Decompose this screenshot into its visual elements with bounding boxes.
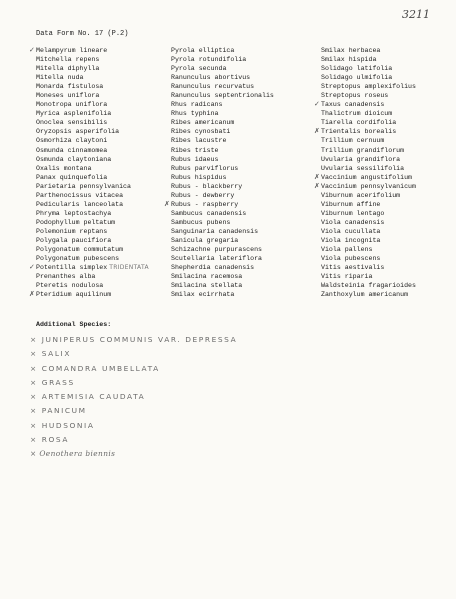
species-name: Osmunda cinnamomea xyxy=(36,146,108,154)
species-name: Podophyllum peltatum xyxy=(36,218,116,226)
species-name: Pyrola elliptica xyxy=(171,47,235,54)
species-name: Rubus idaeus xyxy=(171,155,219,163)
species-item xyxy=(171,191,319,200)
species-item xyxy=(171,136,319,145)
species-item xyxy=(171,281,319,290)
species-column-1 xyxy=(29,46,171,299)
species-name: Rubus - blackberry xyxy=(171,182,243,190)
species-name: Viburnum affine xyxy=(321,200,381,208)
species-item xyxy=(321,263,453,272)
species-item xyxy=(29,290,171,299)
check-mark-icon: ✓ xyxy=(29,46,35,54)
species-name: Solidago ulmifolia xyxy=(321,74,393,82)
species-item xyxy=(171,82,319,91)
species-name: Schizachne purpurascens xyxy=(171,246,263,254)
species-name: Ranunculus septentrionalis xyxy=(171,92,274,100)
species-name: Panax quinquefolia xyxy=(36,173,108,181)
species-item xyxy=(171,155,319,164)
species-name: Parthenocissus vitacea xyxy=(36,191,124,199)
species-item xyxy=(36,227,171,236)
x-mark-icon: ✗ xyxy=(314,172,320,181)
species-item xyxy=(36,209,171,218)
species-column-2 xyxy=(164,46,319,299)
species-item xyxy=(321,109,453,118)
species-item xyxy=(36,109,171,118)
species-name: Smilax hispida xyxy=(321,56,377,64)
species-name: Streptopus roseus xyxy=(321,92,389,100)
species-name: Pteretis nodulosa xyxy=(36,282,104,290)
species-item xyxy=(321,73,453,82)
species-name: Taxus canadensis xyxy=(321,101,385,109)
species-name: Streptopus amplexifolius xyxy=(321,83,416,91)
species-item xyxy=(36,191,171,200)
species-item xyxy=(314,127,453,136)
species-name: Ranunculus recurvatus xyxy=(171,83,255,91)
species-name: Oxalis montana xyxy=(36,164,92,172)
additional-species-item: × Oenothera biennis xyxy=(30,449,116,459)
species-item xyxy=(36,82,171,91)
species-name: Trillium cernuum xyxy=(321,137,385,145)
species-item xyxy=(171,182,319,191)
species-item xyxy=(36,182,171,191)
species-name: Vaccinium pennsylvanicum xyxy=(321,182,416,190)
species-item xyxy=(36,281,171,290)
species-item xyxy=(171,272,319,281)
species-item xyxy=(36,155,171,164)
species-name: Vitis aestivalis xyxy=(321,264,385,272)
species-name: Onoclea sensibilis xyxy=(36,119,108,127)
species-name: Viola incognita xyxy=(321,236,381,244)
species-name: Trientalis borealis xyxy=(321,128,397,136)
species-name: Solidago latifolia xyxy=(321,65,393,73)
species-item xyxy=(321,146,453,155)
species-item xyxy=(171,127,319,136)
species-item xyxy=(171,164,319,173)
species-item xyxy=(321,64,453,73)
species-item xyxy=(36,218,171,227)
species-name: Smilax ecirrhata xyxy=(171,291,235,299)
species-name: Oryzopsis asperifolia xyxy=(36,128,120,136)
additional-species-item: × HUDSONIA xyxy=(30,420,95,430)
species-item xyxy=(36,164,171,173)
species-item xyxy=(171,236,319,245)
species-item xyxy=(171,118,319,127)
additional-species-item: × GRASS xyxy=(30,377,75,387)
species-name: Smilacina stellata xyxy=(171,282,243,290)
species-item xyxy=(321,290,453,299)
species-name: Viola pallens xyxy=(321,246,373,254)
species-name: Smilax herbacea xyxy=(321,47,381,54)
species-item xyxy=(171,146,319,155)
species-name: Parietaria pennsylvanica xyxy=(36,182,131,190)
species-item xyxy=(36,254,171,263)
species-name: Viola canadensis xyxy=(321,218,385,226)
species-item xyxy=(171,46,319,55)
form-title: Data Form No. 17 (P.2) xyxy=(36,30,129,38)
species-item xyxy=(321,191,453,200)
species-name: Polemonium reptans xyxy=(36,227,108,235)
species-name: Osmunda claytoniana xyxy=(36,155,112,163)
species-item xyxy=(171,209,319,218)
species-item xyxy=(171,254,319,263)
species-name: Mitella diphylla xyxy=(36,65,100,73)
species-item xyxy=(321,227,453,236)
species-item xyxy=(164,199,319,209)
species-name: Sambucus canadensis xyxy=(171,209,247,217)
species-item xyxy=(171,109,319,118)
species-name: Rhus typhina xyxy=(171,110,219,118)
species-item xyxy=(36,173,171,182)
additional-species-item: × SALIX xyxy=(30,349,71,359)
species-item xyxy=(314,172,453,182)
species-name: Mitchella repens xyxy=(36,56,100,64)
species-name: Pteridium aquilinum xyxy=(36,291,112,299)
species-item xyxy=(321,91,453,100)
species-name: Ribes triste xyxy=(171,146,219,154)
species-name: Melampyrum lineare xyxy=(36,47,108,54)
species-item xyxy=(171,55,319,64)
species-item xyxy=(36,118,171,127)
species-name: Rubus - raspberry xyxy=(171,200,239,208)
species-item xyxy=(321,218,453,227)
additional-species-item: × PANICUM xyxy=(30,406,87,416)
species-item xyxy=(36,91,171,100)
species-item xyxy=(171,64,319,73)
species-name: Phryma leptostachya xyxy=(36,209,112,217)
additional-species-list xyxy=(30,333,237,462)
additional-species-item: × ARTEMISIA CAUDATA xyxy=(30,392,146,402)
species-item xyxy=(29,46,171,55)
species-name: Viola cucullata xyxy=(321,227,381,235)
species-item xyxy=(36,272,171,281)
species-name: Rubus parviflorus xyxy=(171,164,239,172)
species-name: Osmorhiza claytoni xyxy=(36,137,108,145)
species-name: Thalictrum dioicum xyxy=(321,110,393,118)
species-item xyxy=(171,100,319,109)
species-item xyxy=(321,245,453,254)
species-name: Pyrola rotundifolia xyxy=(171,56,247,64)
species-name: Viburnum lentago xyxy=(321,209,385,217)
species-item xyxy=(321,209,453,218)
species-name: Waldsteinia fragarioides xyxy=(321,282,416,290)
species-item xyxy=(321,46,453,55)
species-name: Ribes americanum xyxy=(171,119,235,127)
species-item xyxy=(321,164,453,173)
species-name: Polygonatum commutatum xyxy=(36,246,124,254)
page-number: 3211 xyxy=(402,8,430,21)
species-name: Vaccinium angustifolium xyxy=(321,173,413,181)
species-item xyxy=(171,245,319,254)
species-item xyxy=(321,82,453,91)
additional-species-title: Additional Species: xyxy=(36,321,112,328)
species-name: Uvularia grandiflora xyxy=(321,155,401,163)
species-name: Rubus hispidus xyxy=(171,173,227,181)
species-item xyxy=(321,254,453,263)
species-name: Tiarella cordifolia xyxy=(321,119,397,127)
x-mark-icon: ✗ xyxy=(314,127,320,136)
species-item xyxy=(171,91,319,100)
species-item xyxy=(171,263,319,272)
species-item xyxy=(171,73,319,82)
species-name: Viola pubescens xyxy=(321,255,381,263)
species-item xyxy=(171,173,319,182)
species-name: Trillium grandiflorum xyxy=(321,146,405,154)
species-name: Polygonatum pubescens xyxy=(36,255,120,263)
species-name: Shepherdia canadensis xyxy=(171,264,255,272)
species-name: Rubus - dewberry xyxy=(171,191,235,199)
species-item xyxy=(321,136,453,145)
species-item xyxy=(36,245,171,254)
species-name: Myrica asplenifolia xyxy=(36,110,112,118)
species-item xyxy=(321,55,453,64)
species-name: Ribes lacustre xyxy=(171,137,227,145)
species-name: Scutellaria lateriflora xyxy=(171,255,263,263)
species-name: Ranunculus abortivus xyxy=(171,74,251,82)
species-item xyxy=(36,146,171,155)
species-name: Zanthoxylum americanum xyxy=(321,291,409,299)
species-item xyxy=(321,118,453,127)
species-item xyxy=(36,236,171,245)
species-item xyxy=(321,281,453,290)
check-mark-icon: ✓ xyxy=(29,263,35,272)
species-item xyxy=(171,290,319,299)
species-item xyxy=(36,73,171,82)
species-name: Prenanthes alba xyxy=(36,273,96,281)
species-item xyxy=(36,64,171,73)
species-name: Pedicularis lanceolata xyxy=(36,200,124,208)
species-item xyxy=(36,200,171,209)
x-mark-icon: ✗ xyxy=(164,199,170,208)
species-item xyxy=(314,100,453,109)
species-name: Viburnum acerifolium xyxy=(321,191,401,199)
species-item xyxy=(36,55,171,64)
species-name: Vitis riparia xyxy=(321,273,373,281)
species-item xyxy=(36,136,171,145)
species-name: Sanicula gregaria xyxy=(171,236,239,244)
additional-species-item: × COMANDRA UMBELLATA xyxy=(30,363,160,373)
species-name: Uvularia sessilifolia xyxy=(321,164,405,172)
species-name: Ribes cynosbati xyxy=(171,128,231,136)
additional-species-item: × JUNIPERUS COMMUNIS VAR. DEPRESSA xyxy=(30,335,238,344)
handwritten-annotation: TRIDENTATA xyxy=(109,264,149,272)
species-name: Mitella nuda xyxy=(36,74,84,82)
species-name: Monotropa uniflora xyxy=(36,101,108,109)
species-item xyxy=(321,155,453,164)
species-name: Sanguinaria canadensis xyxy=(171,227,259,235)
species-name: Sambucus pubens xyxy=(171,218,231,226)
species-name: Moneses uniflora xyxy=(36,92,100,100)
species-name: Polygala paucifiora xyxy=(36,236,112,244)
species-item xyxy=(36,127,171,136)
species-name: Monarda fistulosa xyxy=(36,83,104,91)
species-name: Smilacina racemosa xyxy=(171,273,243,281)
species-name: Potentilla simplex xyxy=(36,264,108,272)
x-mark-icon: ✗ xyxy=(29,290,35,299)
species-column-3 xyxy=(314,46,453,299)
x-mark-icon: ✗ xyxy=(314,181,320,190)
species-item xyxy=(321,200,453,209)
species-item xyxy=(321,272,453,281)
species-item xyxy=(29,263,171,272)
species-item xyxy=(314,181,453,191)
species-item xyxy=(171,218,319,227)
species-name: Rhus radicans xyxy=(171,101,223,109)
species-item xyxy=(321,236,453,245)
species-item xyxy=(36,100,171,109)
species-name: Pyrola secunda xyxy=(171,65,227,73)
additional-species-item: × ROSA xyxy=(30,435,69,445)
check-mark-icon: ✓ xyxy=(314,100,320,109)
species-item xyxy=(171,227,319,236)
